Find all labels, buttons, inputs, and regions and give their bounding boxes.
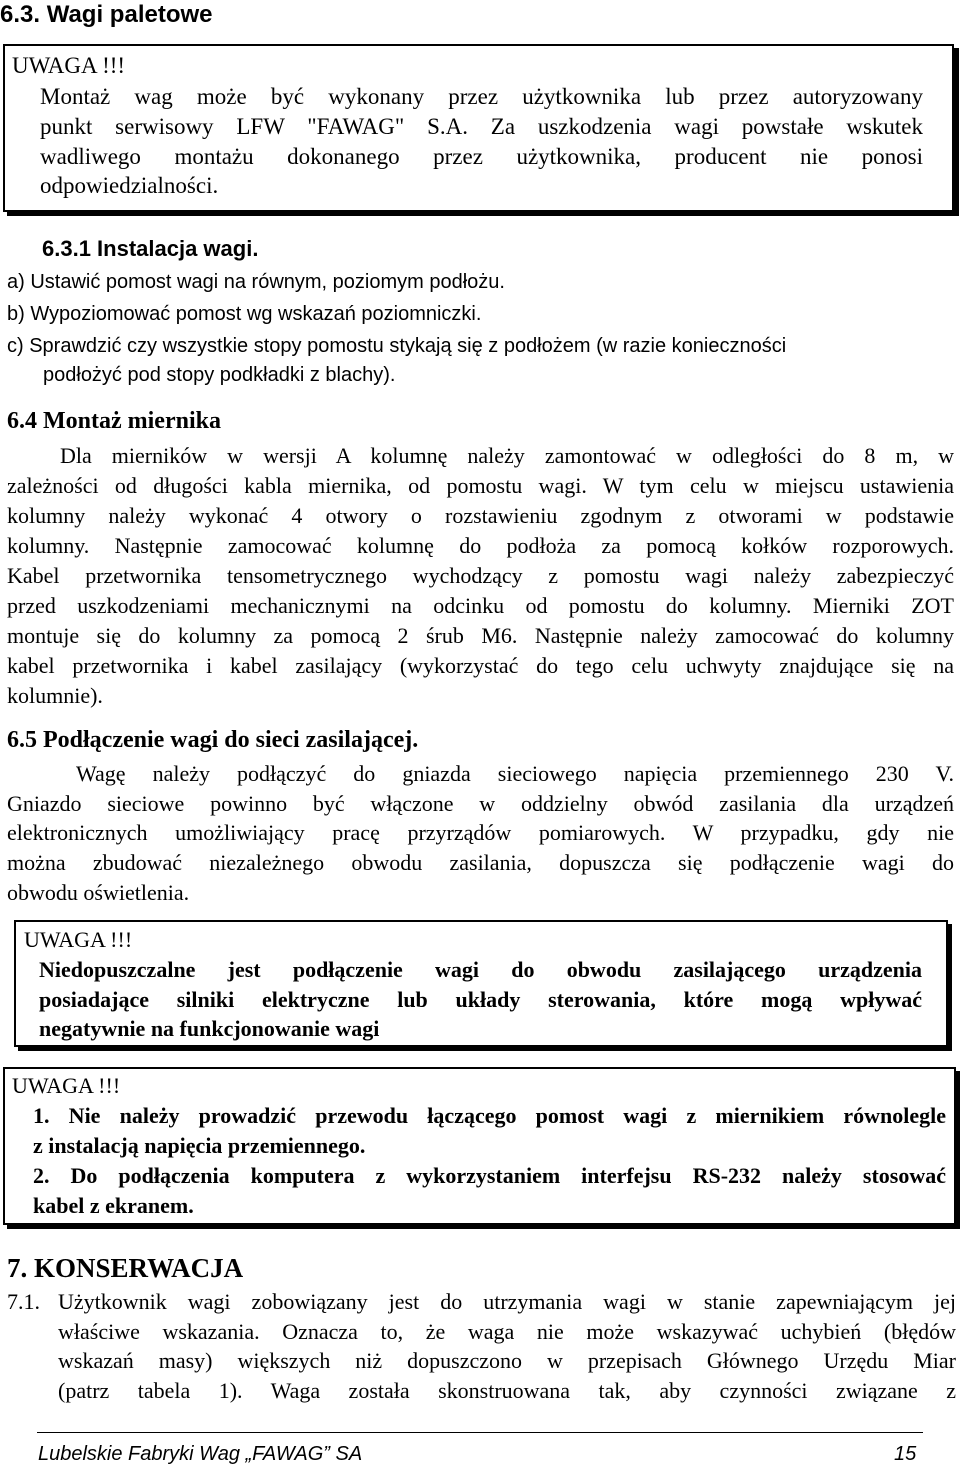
warning-box-3-item-2-continued: kabel z ekranem. <box>33 1193 194 1218</box>
warning-box-3-shadow-bottom <box>7 1225 960 1229</box>
warning-box-1-line: odpowiedzialności. <box>40 173 219 198</box>
paragraph-6-4-line: montuje się do kolumny za pomocą 2 śrub M6. Następnie należy zamocować do kolumny <box>7 623 954 648</box>
warning-box-1-line: wadliwego montażu dokonanego przez użytkownika, producent nie ponosi <box>40 144 923 169</box>
paragraph-6-5-line: Wagę należy podłączyć do gniazda sieciowego napięcia przemiennego 230 V. <box>76 761 954 786</box>
warning-box-3-item-1-continued: z instalacją napięcia przemiennego. <box>33 1133 366 1158</box>
paragraph-6-5-line: Gniazdo sieciowe powinno być włączone w oddzielny obwód zasilania dla urządzeń <box>7 791 954 816</box>
install-step-b: b) Wypoziomować pomost wg wskazań poziomniczki. <box>7 303 482 325</box>
paragraph-6-5-line: można zbudować niezależnego obwodu zasilania, dopuszcza się podłączenie wagi do <box>7 850 954 875</box>
paragraph-6-4-line: kolumny należy wykonać 4 otwory o rozstawieniu zgodnym z otworami w podstawie <box>7 503 954 528</box>
warning-box-1-heading: UWAGA !!! <box>12 53 126 78</box>
paragraph-6-5-line: elektronicznych umożliwiający pracę przyrządów pomiarowych. W przypadku, gdy nie <box>7 820 954 845</box>
warning-box-3-shadow <box>956 1071 960 1229</box>
item-7-1-line: Użytkownik wagi zobowiązany jest do utrzymania wagi w stanie zapewniającym jej <box>58 1289 956 1314</box>
paragraph-6-4-line: zależności od długości kabla miernika, od pomostu wagi. W tym celu w miejscu ustawienia <box>7 473 954 498</box>
warning-box-2-shadow-bottom <box>18 1047 952 1051</box>
install-step-a: a) Ustawić pomost wagi na równym, poziomym podłożu. <box>7 271 505 293</box>
section-6-5-title: 6.5 Podłączenie wagi do sieci zasilającej. <box>7 727 419 753</box>
warning-box-2-line: posiadające silniki elektryczne lub układy sterowania, które mogą wpływać <box>39 987 922 1012</box>
section-7-title: 7. KONSERWACJA <box>7 1253 244 1283</box>
warning-box-3-heading: UWAGA !!! <box>12 1073 121 1098</box>
item-7-1-line: właściwe wskazania. Oznacza to, że waga nie może wskazywać uchybień (błędów <box>58 1319 956 1344</box>
warning-box-1-line: punkt serwisowy LFW "FAWAG" S.A. Za uszkodzenia wagi powstałe wskutek <box>40 114 923 139</box>
section-6-3-1-title: 6.3.1 Instalacja wagi. <box>42 236 259 261</box>
section-6-4-title: 6.4 Montaż miernika <box>7 408 221 434</box>
install-step-c: c) Sprawdzić czy wszystkie stopy pomostu stykają się z podłożem (w razie konieczności <box>7 335 787 357</box>
warning-box-2-shadow <box>948 924 952 1051</box>
warning-box-1-shadow-bottom <box>7 212 959 216</box>
warning-box-2-line: negatywnie na funkcjonowanie wagi <box>39 1016 380 1041</box>
warning-box-1-shadow <box>954 48 959 216</box>
footer-rule <box>37 1432 923 1433</box>
paragraph-6-4-line: kolumny. Następnie zamocować kolumnę do podłoża za pomocą kołków rozporowych. <box>7 533 954 558</box>
paragraph-6-4-line: kolumnie). <box>7 683 103 708</box>
warning-box-3-item-2: 2. Do podłączenia komputera z wykorzystaniem interfejsu RS-232 należy stosować <box>33 1163 946 1188</box>
paragraph-6-4-line: Dla mierników w wersji A kolumnę należy zamontować w odległości do 8 m, w <box>60 443 954 468</box>
warning-box-1-line: Montaż wag może być wykonany przez użytkownika lub przez autoryzowany <box>40 84 923 109</box>
item-7-1-line: (patrz tabela 1). Waga została skonstruowana tak, aby czynności związane z <box>58 1378 956 1403</box>
warning-box-3-item-1: 1. Nie należy prowadzić przewodu łączącego pomost wagi z miernikiem równolegle <box>33 1103 946 1128</box>
footer-page-number: 15 <box>894 1443 917 1465</box>
item-7-1-line: wskazań masy) większych niż dopuszczono w przepisach Głównego Urzędu Miar <box>58 1348 956 1373</box>
paragraph-6-4-line: przed uszkodzeniami mechanicznymi na odcinku od pomostu do kolumny. Mierniki ZOT <box>7 593 954 618</box>
install-step-c-continued: podłożyć pod stopy podkładki z blachy). <box>43 364 396 386</box>
paragraph-6-5-line: obwodu oświetlenia. <box>7 880 190 905</box>
warning-box-2-heading: UWAGA !!! <box>24 927 133 952</box>
footer-publisher: Lubelskie Fabryki Wag „FAWAG” SA <box>38 1443 363 1465</box>
paragraph-6-4-line: kabel przetwornika i kabel zasilający (wykorzystać do tego celu uchwyty znajdujące się na <box>7 653 954 678</box>
section-6-3-title: 6.3. Wagi paletowe <box>0 1 213 28</box>
item-7-1-number: 7.1. <box>7 1289 40 1314</box>
paragraph-6-4-line: Kabel przetwornika tensometrycznego wychodzący z pomostu wagi należy zabezpieczyć <box>7 563 954 588</box>
warning-box-2-line: Niedopuszczalne jest podłączenie wagi do obwodu zasilającego urządzenia <box>39 957 922 982</box>
